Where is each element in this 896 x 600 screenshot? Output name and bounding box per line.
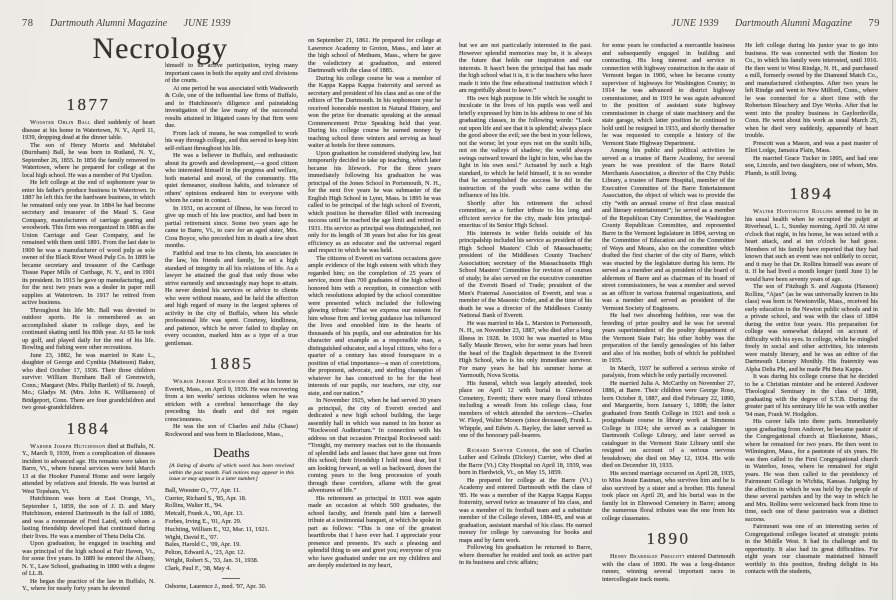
paragraph-text: on September 21, 1861. He prepared for college at Lawrence Academy in Groton, Mass., and later at the high school of Methuen, Mass., where he gave the valedictory at graduation, and entered Dartmouth with the class of 1885. — [307, 37, 441, 74]
paragraph — [459, 380, 592, 440]
right-page — [459, 34, 878, 597]
left-running-head — [22, 18, 245, 29]
paragraph — [745, 42, 878, 140]
year-heading-1877: 1877 — [66, 95, 111, 114]
paragraph — [165, 85, 298, 130]
obituary-paragraph — [602, 553, 735, 583]
paragraph — [745, 155, 878, 178]
paragraph-text: for some years he conducted a mercantile business and subsequently engaged in building and contracting. His long interest and service in connection with highway construction in the state of Vermont began in 1906, when he became county supervisor of highways for Washington County; in 1914 he was advanced to district highway commissioner, and in 1919 he was again advanced to the position of assistant state highway commissioner in charge of state machinery and the state garage, which latter position he continued to hold until he resigned in 1933, and shortly thereafter he was requested to compile a history of the Vermont State Highway Department. — [601, 42, 735, 147]
page-edge-line — [892, 0, 893, 600]
year-heading-1884: 1884 — [66, 418, 111, 438]
obituary-paragraph — [22, 443, 155, 496]
paragraph — [165, 423, 298, 438]
section-title: Necrology — [92, 34, 229, 65]
text-column-1 — [22, 34, 155, 597]
right-issue-date: JUNE 1939 — [671, 18, 719, 29]
paragraph-text: died at Buffalo, N. Y., March 9, 1939, from a complication of diseases incident to advanced age. His remains were taken to Barre, Vt., where funeral services were held March 13 at the Hooker Funeral Home and were largely attended by relatives and friends. He was buried at West Topsham, Vt. — [22, 442, 155, 495]
paragraph-text: The son of Fitzhugh S. and Augusta (Hanson) Rollins, “Ajax” (as he was universally known in his class) was born in Newtonville, Mass., received his early education in the Newton public schools and in a private school, and was with the class of 1894 during the entire four years. His preparation for college was somewhat delayed on account of difficulty with his eyes. In college, while he mingled freely in social and other activities, his interests were mainly literary, and he was an editor of the Dartmouth Literary Monthly. His fraternity was Alpha Delta Phi, and he made Phi Beta Kappa. — [744, 283, 878, 373]
right-page-number: 79 — [868, 18, 880, 29]
paragraph-text: Fairmount was one of an interesting series of Congregational colleges located at strategic points in the Middle West. It had its challenge and its opportunity. It also had its great difficulties. For eight years our classmate maintained himself worthily in this position, finding delight in his contacts with the students, — [744, 523, 878, 575]
death-list-item: Currier, Richard S., '85, Apr. 18. — [164, 494, 247, 502]
left-page — [22, 34, 441, 597]
paragraph — [22, 495, 155, 540]
deceased-name: Warner Joseph Hutchinson — [30, 442, 106, 450]
paragraph-text: His funeral, which was largely attended, took place on April 12 with burial in Glenwood Cemetery, Everett; there were many floral tributes including a wreath from his college class, four members of which attended the services—Charles W. Floyd, Walter Mooers (since deceased), Frank L. Whipple, and Edwin A. Bayley, the latter served as one of the honorary pall-bearers. — [459, 379, 592, 439]
paragraph-text: His own high purpose in life which he sought to inculcate in the lives of his pupils was well and briefly expressed by him in his address to one of his graduating classes, in the following words: “Look out upon life and see that it is splendid; always place the good above the evil; see the best in your fellows, not the worse; let your eyes rest on the sunlit hills, not on the valleys of shadow; the world always swings outward toward the light to him, who has the light in his own soul.” Actuated by such a high standard, to which he held himself, it is no wonder that he accomplished the success he did in the instruction of the youth who came within the influence of his life. — [459, 94, 592, 199]
death-list-item: Wight, David E., '07. — [164, 533, 219, 541]
paragraph-text: He was a believer in Buffalo, and enthusiastic about its growth and development,—a good citizen who interested himself in the progress and welfare, both material and moral, of the community. His quiet demeanor, studious habits, and tolerance of others' opinions endeared him to everyone with whom he came in contact. — [164, 152, 298, 204]
paragraph — [459, 544, 592, 567]
deceased-name: Henry Beardslee Prescott — [609, 553, 685, 560]
text-column-2 — [165, 34, 298, 597]
death-list-item: Metcalf, Frank A., '00, Apr. 13. — [164, 510, 244, 518]
text-column-6 — [745, 34, 878, 597]
paragraph — [308, 397, 441, 495]
paragraph — [165, 205, 298, 250]
paragraph-text: Among his public and political activities he served as a trustee of Barre Academy, for several years he was president of the Barre Retail Merchants Association, a director of the City Public Library, a trustee of Barre Hospital, member of the Executive Committee of the Barre Entertainment Association, the object of which was to provide the city “with an annual course of first class musical and literary entertainment”; he served as a member of the Republican City Committee, the Washington County Republican Committee, and represented Barre in the Vermont legislature in 1894, serving on the Committee of Education and on the Committee of Ways and Means, also on the committee which drafted the first charter of the city of Barre, which was enacted by the legislature during his term. He served as a member and as president of the board of aldermen of Barre and as chairman of its board of street commissioners, he was a member and served as an officer in various fraternal organizations, and was a member and served as president of the Vermont Society of Engineers. — [601, 147, 735, 312]
paragraph — [602, 365, 735, 380]
paragraph — [459, 200, 592, 230]
paragraph-text: June 23, 1882, he was married to Kate L., daughter of George and Cynthia (Matteson) Baker, who died October 17, 1936. Their three children survive: William Burnham Ball of Greenwich, Conn.; Margaret (Mrs. Philip Bartlett) of St. Joseph, Mo.; Gladys M. (Mrs. John K. Williamson) of Bridgeport, Conn. There are four grandchildren and two great-grandchildren. — [22, 351, 155, 411]
paragraph — [22, 307, 155, 352]
paragraph — [22, 352, 155, 412]
paragraph — [22, 578, 155, 593]
paragraph — [745, 283, 878, 373]
death-list-item: Rollins, Walter H., '94. — [164, 502, 223, 510]
paragraph — [745, 373, 878, 418]
deceased-name: Wilbur Jerome Rockwood — [172, 378, 246, 385]
paragraph-text: It was during his college course that he decided to be a Christian minister and he entered Andover Theological Seminary in the class of 1898, graduating with the degree of S.T.B. During the greater part of his seminary life he was with another '94 man, Frank W. Hodgdon. — [744, 373, 878, 418]
paragraph-text: He married Julia A. McCarthy on November 27, 1886, at Barre. Their children were George Rose, born October 8, 1887, and died February 22, 1890, and Marguerite, born January 1, 1898; the latter graduated from Smith College in 1921 and took a postgraduate course in library work at Simmons College in 1924; she served as a cataloguer in Dartmouth College Library, and later served as cataloguer in the Vermont State Library until she resigned on account of a serious nervous breakdown; she died on May 12, 1934. His wife died on December 10, 1933. — [601, 379, 735, 469]
paragraph-text: The son of Henry Morris and Mehitabel (Burnham) Ball, he was born in Rutland, N. Y., September 26, 1855. In 1856 the family removed to Watertown, where he prepared for college at the local high school. He was a member of Psi Upsilon. — [22, 141, 155, 179]
text-column-4 — [459, 34, 592, 597]
paragraph — [745, 523, 878, 576]
death-list-item: Ball, Wooster O., '77, Apr. 11. — [164, 486, 241, 494]
divider-rule — [222, 578, 240, 579]
right-magazine-title: Dartmouth Alumni Magazine — [734, 18, 852, 29]
paragraph-text: seemed to be in his usual health when he occupied the pulpit at Riverhead, L. I., Sunday morning, April 30. At nine o'clock that night, in his home, he was seized with a heart attack, and at ten o'clock he had gone. Members of his family have reported that they had known that such an event was not unlikely to occur, and it may be that Dr. Rollins himself was aware of it. If he had lived a month longer (until June 1) he would have been seventy years of age. — [744, 208, 878, 283]
paragraph — [308, 495, 441, 570]
death-list-item: Osborne, Laurence J., med. '97, Apr. 30. — [164, 582, 267, 590]
paragraph-text: At one period he was associated with Wadsworth & Cole, one of the influential law firms of Buffalo, and to Hutchinson's diligence and painstaking investigation of the law many of the successful results attained in litigated cases by that firm were due. — [164, 84, 298, 129]
obituary-paragraph — [165, 378, 298, 423]
paragraph-text: He had two absorbing hobbies, one was the breeding of prize poultry and he was for several years superintendent of the poultry department of the Vermont State Fair; his other hobby was the preparation of the family genealogies of his father and also of his mother, both of which he published in 1935. — [601, 312, 735, 364]
paragraph-text: Faithful and true to his clients, his associates in the law, his friends and family, he set a high standard of integrity in all his relations of life. As a lawyer he attained the goal that only those who strive earnestly and unceasingly may hope to attain. He never denied his services or advice to clients who were without means, and he held the affection and high regard of many in the largest spheres of activity in the city of Buffalo, where his whole professional life was spent. Courtesy, kindliness, and patience, which he never failed to display on every occasion, marked him as a type of a true gentleman. — [164, 249, 298, 347]
paragraph — [602, 147, 735, 312]
paragraph-text: Hutchinson was born at East Orange, Vt., September 1, 1859, the son of J. D. and Mary Hutchinson, entered Dartmouth in the fall of 1880, and was a roommate of Fred Laird, with whom a lasting friendship developed that continued during their lives. He was a member of Theta Delta Chi. — [22, 495, 155, 540]
paragraph — [165, 130, 298, 153]
paragraph — [308, 75, 441, 150]
paragraph-text: Upon graduation, he engaged in teaching and was principal of the high school at Fair Haven, Vt., for some five years. In 1889 he entered the Albany, N. Y., Law School, graduating in 1890 with a degree of LL.B. — [22, 540, 155, 577]
paragraph — [745, 140, 878, 155]
death-list-item: Forbes, Irving E., '01, Apr. 29. — [164, 517, 242, 525]
paragraph-text: Throughout his life Mr. Ball was devoted to outdoor sports. He is remembered as an accomplished skater in college days, and he continued skating until his 80th year. At 65 he took up golf, and played daily for the rest of his life. Bowling and fishing were other recreations. — [22, 306, 155, 351]
paragraph-text: but we are not particularly interested in the past. However splendid memories may be, it is always the future that holds our inspiration and our interests. It hasn't been the principal that has made the high school what it is, it is the teachers who have made it into the fine educational institution which I am regretfully about to leave.” — [459, 42, 592, 94]
paragraph-text: From lack of means, he was compelled to work his way through college, and this served to keep him self-reliant throughout his life. — [164, 129, 298, 152]
paragraph — [22, 142, 155, 180]
paragraph-text: Shortly after his retirement the school committee, as a further tribute to his long and efficient service for the city, made him principal-emeritus of its Senior High School. — [459, 199, 592, 229]
year-heading-1885: 1885 — [209, 354, 254, 373]
paragraph — [165, 152, 298, 205]
deceased-name: Richard Sawyer Currier — [467, 446, 538, 454]
paragraph-text: During his college course he was a member of the Kappa Kappa Kappa fraternity and served as secretary and president of his class and as one of the editors of The Dartmouth. In his sophomore year he received honorable mention in Natural History, and won the prize for dramatic speaking at the annual Commencement Prize Speaking held that year. During his college course he earned money by teaching school three winters and serving as head waiter at hotels for three summers. — [307, 74, 441, 149]
paragraph — [459, 477, 592, 545]
death-list-item: Wright, Robert S., '33, Jan. 31, 1938. — [164, 556, 259, 564]
paragraph — [22, 540, 155, 578]
paragraph-text: Prescott was a Mason, and was a past master of Eliot Lodge, Jamaica Plain, Mass. — [744, 139, 878, 154]
paragraph-text: He was the son of Charles and Julia (Chase) Rockwood and was born in Blackstone, Mass., — [164, 423, 298, 438]
paragraph-text: He was married to Ida L. Marston in Portsmouth, N. H., on November 23, 1887, who died after a long illness in 1928. In 1930 he was married to Miss Sally Maude Brown, who for some years had been the head of the English department in the Everett High School, who is his only immediate survivor. For many years he had his summer home at Yarmouth, Nova Scotia. — [459, 319, 592, 379]
paragraph-text: In 1931, on account of illness, he was forced to give up much of his law practice, and had been in partial retirement since. Some two years ago he came to Barre, Vt., to care for an aged sister, Mrs. Cora Boyce, who preceded him in death a few short months. — [164, 204, 298, 249]
left-magazine-title: Dartmouth Alumni Magazine — [50, 18, 168, 29]
deaths-section — [165, 445, 298, 590]
paragraph-text: He married Grace Tucker in 1895, and had one son, Lincoln, and two daughters, one of whom, Mrs. Plumb, is still living. — [744, 154, 878, 177]
obituary-paragraph — [22, 119, 155, 142]
paragraph — [308, 255, 441, 398]
paragraph-text: himself to its active participation, trying many important cases in both the equity and civil divisions of the courts. — [164, 62, 298, 84]
paragraph-text: Following his graduation he returned to Barre, where thereafter he resided and took an active part in its business and civic affairs; — [459, 544, 592, 566]
year-heading-1890: 1890 — [646, 529, 691, 548]
paragraph — [745, 418, 878, 523]
paragraph-text: He began the practice of the law in Buffalo, N. Y., where for nearly forty years he devoted — [22, 577, 155, 592]
paragraph-text: In March, 1937 he suffered a serious stroke of paralysis, from which he only partially recovered. — [601, 364, 735, 379]
paragraph — [459, 95, 592, 200]
paragraph — [602, 470, 735, 523]
paragraph-text: He prepared for college at the Barre (Vt.) Academy and entered Dartmouth with the class of '85. He was a member of the Kappa Kappa Kappa fraternity, served twice as treasurer of his class, and was a member of its football team and a substitute member of the College eleven, 1884-85, and was at graduation, assistant marshal of his class. He earned money for college by canvassing for books and maps and by farm work. — [459, 476, 592, 544]
paragraph-text: His retirement as principal in 1931 was again made an occasion at which 500 graduates, the school faculty, and friends paid him a farewell tribute at a testimonial banquet, at which he spoke in part as follows: “This is one of the greatest heartthrobs that I have ever had. I appreciate your presence and presents. It's such a pleasing and splendid thing to see and greet you; everyone of you who have graduated under me are my children and are deeply enshrined in my heart, — [307, 494, 441, 569]
paragraph-text: died at his home in Everett, Mass., on April 9, 1939. He was recovering from a ten weeks' serious sickness when he was stricken with a cerebral hemorrhage the day preceding his death and did not regain consciousness. — [164, 378, 298, 423]
paragraph-text: , the son of Charles Luther and Celinda (Dickey) Currier, who died at the Barre (Vt.) City Hospital on April 18, 1939, was born in Hardwick, Vt., on May 15, 1859. — [459, 446, 592, 476]
left-issue-date: JUNE 1939 — [183, 18, 231, 29]
paragraph — [165, 250, 298, 348]
paragraph-text: His career falls into three parts. Immediately upon graduating from Andover, he became pastor of the Congregational church at Blackstone, Mass., where he remained for two years. He then went to Wilmington, Mass., for a pastorate of six years. He was then called to the First Congregational church in Waterloo, Iowa, where he remained for eight years. He was then called to the presidency of Fairmount College in Wichita, Kansas. Judging by the affection in which he was held by the people of these several parishes and by the way in which he and Mrs. Rollins were welcomed back from time to time, each one of these pastorates was a distinct success. — [744, 418, 878, 523]
deaths-note: [A listing of deaths of which word has been received within the past month. Full notices may appear in this issue or may appear in a later number.] — [168, 463, 294, 483]
paragraph — [308, 37, 441, 75]
death-list-item: Bales, Harold C., '09, Apr. 19. — [164, 541, 241, 549]
text-column-3 — [308, 34, 441, 597]
paragraph — [459, 42, 592, 95]
paragraph — [308, 150, 441, 255]
obituary-paragraph — [459, 447, 592, 477]
year-heading-1894: 1894 — [789, 184, 834, 203]
paragraph-text: In November 1925, when he had served 30 years as principal, the city of Everett erected and dedicated a new high school building, the large assembly hall in which was named in his honor as “Rockwood Auditorium.” In connection with his address on that occasion Principal Rockwood said: “Tonight, my memory reaches out to the thousands of splendid lads and lasses that have gone out from this school; their friendship I hold most dear, but I am looking forward, as well as backward, down the coming years to the long procession of youth through these corridors, aflame with the great adventures of life.” — [307, 397, 441, 494]
paragraph — [602, 312, 735, 365]
paragraph-text: He left college during his junior year to go into business. He was connected with the Boston Ice Co., in which his family were interested, until 1916. He then went to West Rindge, N. H., and purchased a mill, formerly owned by the Diamond Match Co., and manufactured clothespins. After two years he left Rindge and went to New Milford, Conn., where he was connected for a short time with the Robertson Bleachery and Dye Works. After that he went into the poultry business in Gaylordsville, Conn. He went about his work as usual March 25, when he died very suddenly, apparently of heart trouble. — [744, 42, 878, 139]
paragraph-text: The citizens of Everett on various occasions gave ample evidence of the high esteem with which they regarded him; on the completion of 25 years of service, more than 700 graduates of the high school honored him with a reception, in connection with which resolutions adopted by the school committee were presented which included the following glowing tribute: “That we express our esteem for him whose firm and loving guidance has influenced the lives and ennobled him in the hearts of thousands of his pupils, and our admiration for his character and example as a responsible man, a distinguished educator, and a loyal citizen, who for a quarter of a century has stood foursquare in a position of vital importance—a man of convictions, the proponent, advocate, and sterling champion of whatever he has conceived to be for the best interests of our pupils, our teachers, our city, our state, and our nation.” — [307, 254, 441, 397]
paragraph-text: died suddenly of heart disease at his home in Watertown, N. Y., April 11, 1939, dropping dead at the dinner table. — [22, 119, 155, 141]
pages-container — [22, 34, 878, 597]
paragraph-text: entered Dartmouth with the class of 1890. He was a long-distance runner, winning several important races in intercollegiate track meets. — [601, 553, 735, 583]
left-page-number: 78 — [22, 18, 34, 29]
death-list-item: Huchting, William E., '02, Mar. 11, 1921. — [164, 525, 270, 533]
deceased-name: Wooster Orlin Ball — [30, 119, 91, 126]
paragraph — [22, 179, 155, 307]
deaths-heading: Deaths — [213, 445, 250, 460]
death-list-item: Clark, Paul F., '38, May 4. — [164, 564, 232, 572]
obituary-paragraph — [745, 208, 878, 283]
paragraph — [459, 230, 592, 320]
text-column-5 — [602, 34, 735, 597]
paragraph — [602, 380, 735, 470]
deceased-name: Walter Huntington Rollins — [752, 208, 834, 215]
paragraph — [602, 42, 735, 147]
paragraph-text: Upon graduation he considered studying law, but temporarily decided to take up teaching, which later became his lifework. For the three years immediately following his graduation he was principal of the Jones School in Portsmouth, N. H., for the next five years he was submaster of the English High School in Lynn, Mass. In 1895 he was called to be principal of the high school of Everett, which position he thereafter filled with increasing success until he reached the age limit and retired in 1931. His service as principal was distinguished, not only for its length of 38 years but also for his great efficiency as an educator and the universal regard and respect in which he was held. — [307, 149, 441, 254]
death-list-item: Pelton, Edward A., '23, Apr. 12. — [164, 549, 246, 557]
paragraph-text: His second marriage occurred on April 28, 1935, to Miss Jessie Eastman, who survives him and he is also survived by a sister and a brother. His funeral took place on April 20, and his burial was in the family lot in Elmwood Cemetery in Barre; among the numerous floral tributes was the one from his college classmates. — [601, 469, 735, 522]
paragraph-text: He left college at the end of sophomore year to enter his father's produce business in Watertown. In 1887 he left this for the hardware business, in which he remained only one year. In 1884 he had become secretary and treasurer of the Maud S. Gear Company, manufacturers of carriage gearing and woodwork. This firm was reorganized in 1886 as the Union Carriage and Gear Company, and he remained with them until 1891. From the last date to 1900 he was a manufacturer of wood pulp as sole owner of the Black River Wood Pulp Co. In 1899 he became secretary and treasurer of the Carthage Tissue Paper Mills of Carthage, N. Y., and in 1901 its president. In 1915 he gave up manufacturing, and for the next two years was a dealer in paper mill supplies at Watertown. In 1917 he retired from active business. — [22, 179, 155, 306]
paragraph-text: His interests in wider fields outside of his principalship included his service as president of the High School Masters' Club of Massachusetts; president of the Middlesex County Teachers' Association; secretary of the Massachusetts High School Masters' Committee for revision of courses of study; he also served on the executive committee of the Everett Board of Trade; president of the Men's Fraternal Association of Everett, and was a member of the Masonic Order, and at the time of his death he was a director of the Middlesex County National Bank of Everett. — [459, 229, 592, 319]
right-running-head — [658, 18, 881, 29]
paragraph — [459, 320, 592, 380]
